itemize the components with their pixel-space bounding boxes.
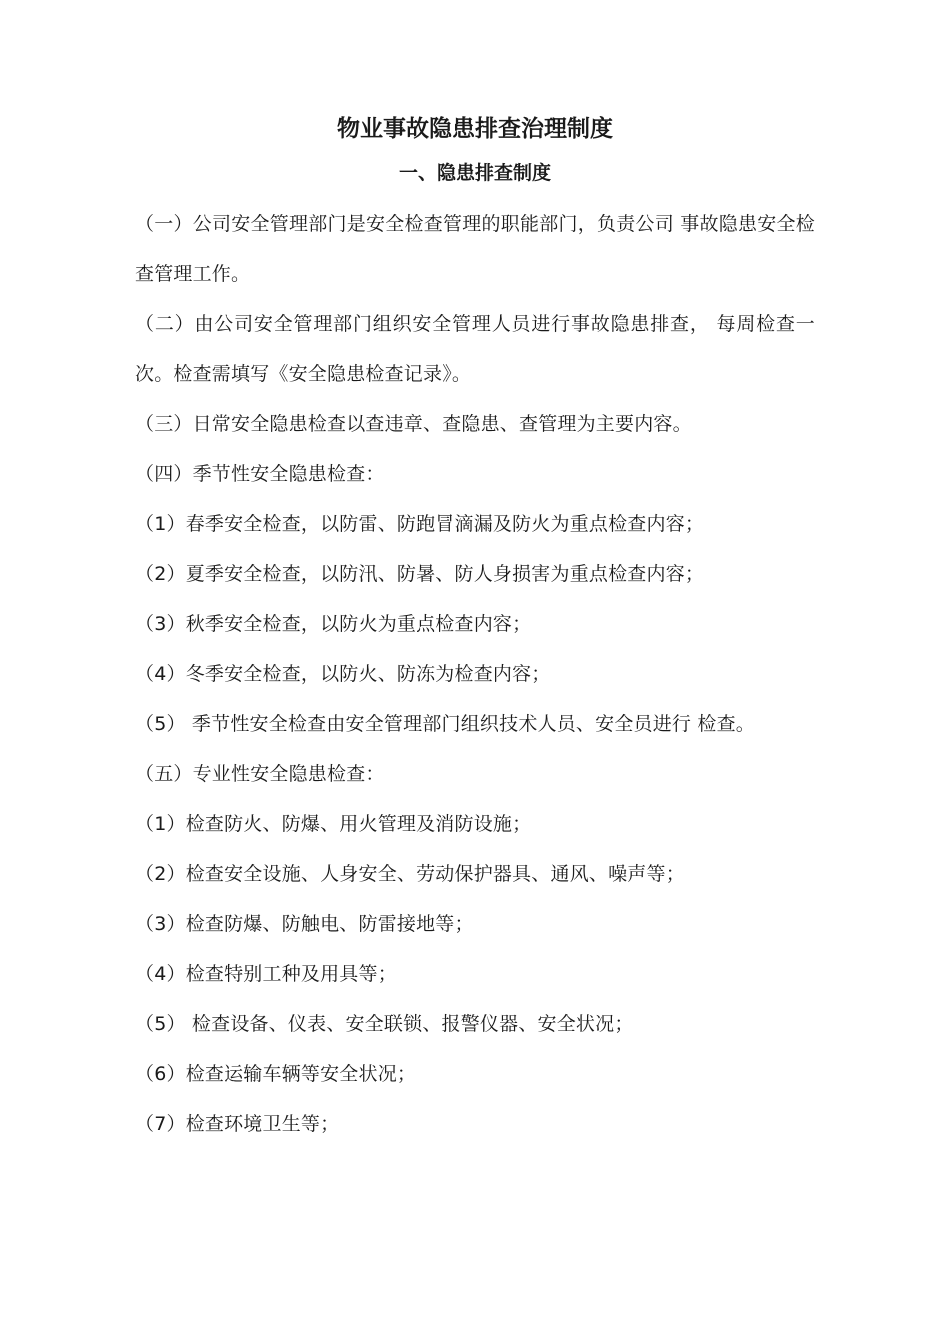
paragraph-7: （3）秋季安全检查，以防火为重点检查内容； (135, 613, 532, 635)
paragraph-6: （2）夏季安全检查，以防汛、防暑、防人身损害为重点检查内容； (135, 563, 705, 585)
paragraph-12: （2）检查安全设施、人身安全、劳动保护器具、通风、噪声等； (135, 863, 685, 885)
paragraph-10: （五）专业性安全隐患检查： (135, 763, 385, 785)
paragraph-11: （1）检查防火、防爆、用火管理及消防设施； (135, 813, 532, 835)
document-title: 物业事故隐患排查治理制度 (337, 116, 613, 142)
section-heading: 一、隐患排查制度 (398, 162, 551, 184)
paragraph-3: （三）日常安全隐患检查以查违章、查隐患、查管理为主要内容。 (135, 413, 692, 435)
paragraph-17: （7）检查环境卫生等； (135, 1113, 340, 1135)
paragraph-2: （二）由公司安全管理部门组织安全管理人员进行事故隐患排查， 每周检查一次。检查需填写《安全隐患检查记录》。 (135, 313, 815, 385)
paragraph-14: （4）检查特别工种及用具等； (135, 963, 397, 985)
paragraph-15: （5） 检查设备、仪表、安全联锁、报警仪器、安全状况； (135, 1013, 634, 1035)
paragraph-5: （1）春季安全检查，以防雷、防跑冒滴漏及防火为重点检查内容； (135, 513, 705, 535)
paragraph-4: （四）季节性安全隐患检查： (135, 463, 385, 485)
paragraph-8: （4）冬季安全检查，以防火、防冻为检查内容； (135, 663, 551, 685)
paragraph-1: （一）公司安全管理部门是安全检查管理的职能部门，负责公司 事故隐患安全检查管理工作。 (135, 213, 815, 285)
paragraph-16: （6）检查运输车辆等安全状况； (135, 1063, 417, 1085)
document-body (135, 199, 815, 1149)
paragraph-9: （5） 季节性安全检查由安全管理部门组织技术人员、安全员进行 检查。 (135, 713, 755, 735)
paragraph-13: （3）检查防爆、防触电、防雷接地等； (135, 913, 474, 935)
